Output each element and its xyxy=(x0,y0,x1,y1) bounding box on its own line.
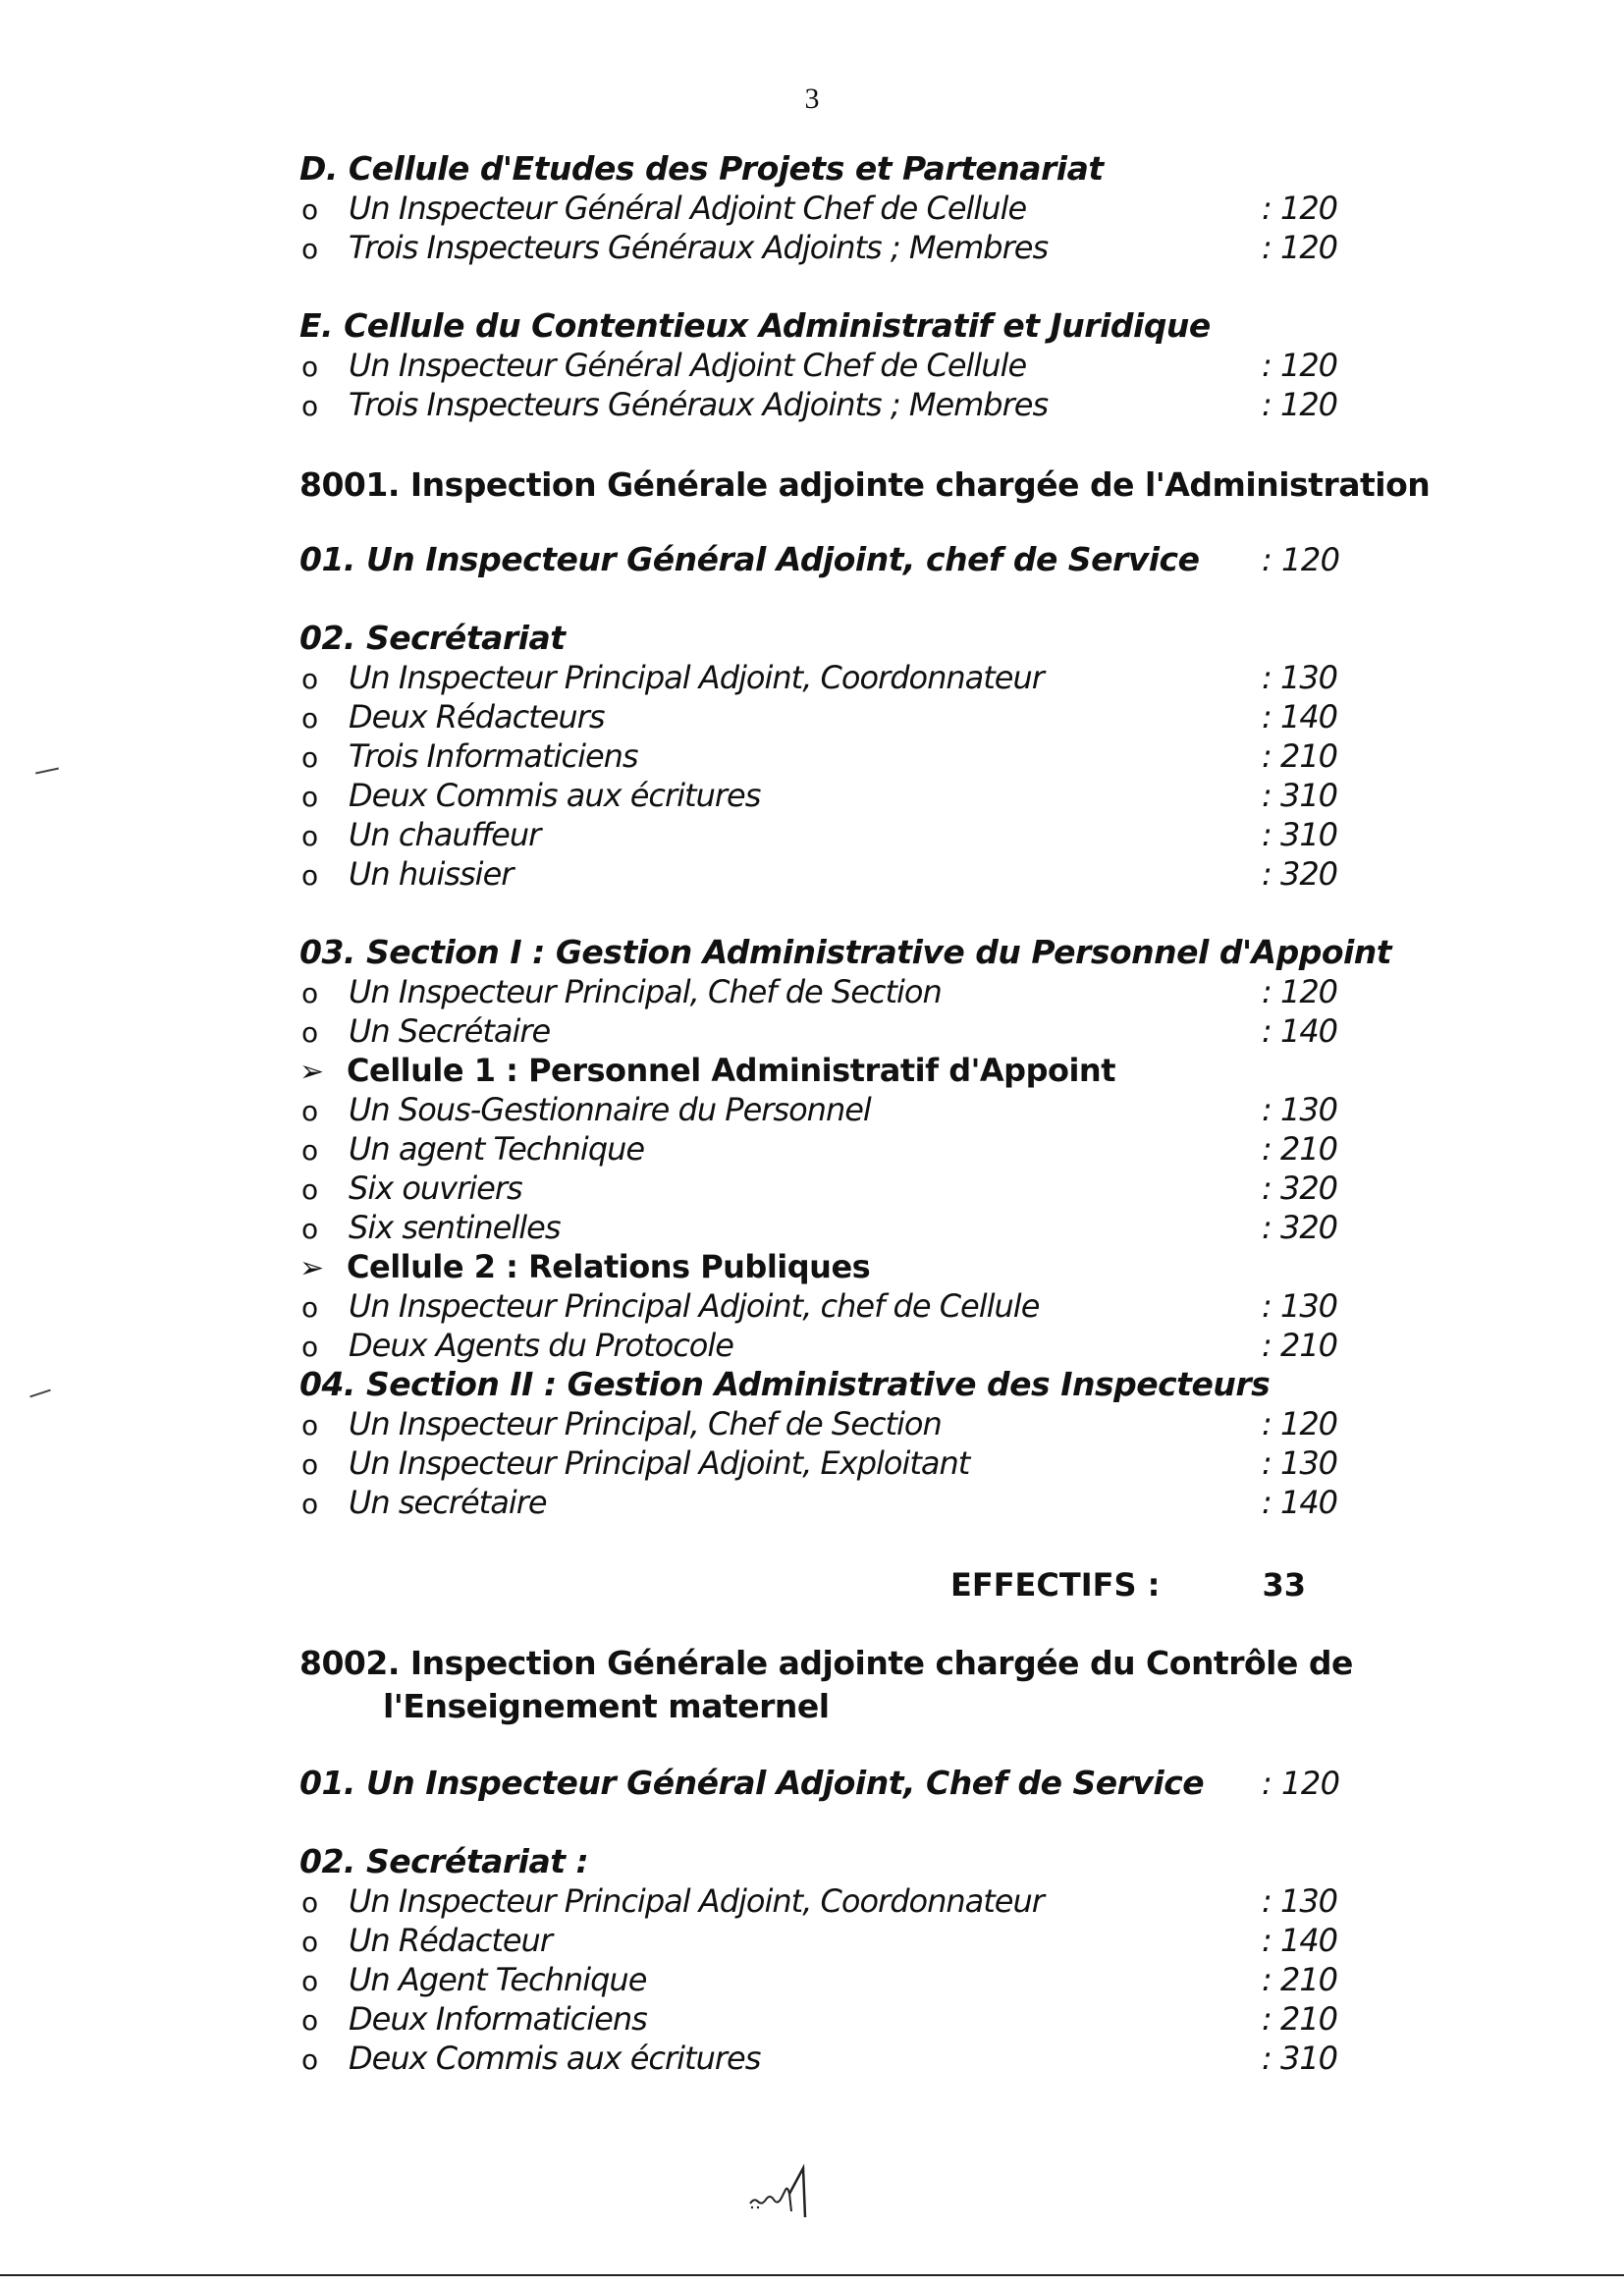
arrow-bullet-icon: ➢ xyxy=(299,1251,324,1285)
document-body xyxy=(299,149,1431,2078)
bullet-icon: o xyxy=(301,1331,318,1363)
cellule-2-heading: ➢ Cellule 2 : Relations Publiques xyxy=(299,1247,1370,1286)
list-item: o Un Agent Technique : 210 xyxy=(299,1960,1370,1999)
bullet-icon: o xyxy=(301,1886,318,1919)
bullet-icon: o xyxy=(301,1409,318,1442)
bullet-icon: o xyxy=(301,2043,318,2076)
section-8001-secretariat-heading: 02. Secrétariat xyxy=(299,619,566,657)
section-1-heading: 03. Section I : Gestion Administrative du Personnel d'Appoint xyxy=(299,933,1392,971)
bullet-icon: o xyxy=(301,1095,318,1127)
scan-mark xyxy=(35,768,59,775)
signature-initials-icon xyxy=(744,2160,823,2219)
cellule-e-heading: E. Cellule du Contentieux Administratif et Juridique xyxy=(299,306,1211,345)
list-item: o Deux Informaticiens : 210 xyxy=(299,1999,1370,2039)
list-item: o Un chauffeur : 310 xyxy=(299,815,1370,854)
cellule-d-block xyxy=(299,149,1370,267)
list-item: o Six sentinelles : 320 xyxy=(299,1208,1370,1247)
cellule-d-heading: D. Cellule d'Etudes des Projets et Partenariat xyxy=(299,149,1104,188)
list-item: o Un Sous-Gestionnaire du Personnel : 130 xyxy=(299,1090,1370,1129)
list-item: o Trois Informaticiens : 210 xyxy=(299,736,1370,776)
cellule-1-heading: ➢ Cellule 1 : Personnel Administratif d'Appoint xyxy=(299,1051,1370,1090)
bullet-icon: o xyxy=(301,1134,318,1167)
page-bottom-rule xyxy=(0,2274,1624,2276)
bullet-icon: o xyxy=(301,859,318,892)
list-item: o Un Inspecteur Général Adjoint Chef de Cellule : 120 xyxy=(299,189,1370,228)
bullet-icon: o xyxy=(301,1926,318,1958)
bullet-icon: o xyxy=(301,233,318,265)
bullet-icon: o xyxy=(301,1488,318,1520)
list-item: o Un Inspecteur Principal Adjoint, Coordonnateur : 130 xyxy=(299,1881,1370,1921)
list-item: o Deux Rédacteurs : 140 xyxy=(299,697,1370,736)
effectifs-label: EFFECTIFS : xyxy=(949,1566,1161,1604)
section-2-heading: 04. Section II : Gestion Administrative des Inspecteurs xyxy=(299,1365,1271,1403)
effectifs-total xyxy=(299,1563,1370,1606)
section-8002-secretariat-heading: 02. Secrétariat : xyxy=(299,1842,589,1880)
section-8002-chef: 01. Un Inspecteur Général Adjoint, Chef de Service : 120 xyxy=(299,1764,1340,1802)
bullet-icon: o xyxy=(301,390,318,422)
section-8001-chef: 01. Un Inspecteur Général Adjoint, chef de Service : 120 xyxy=(299,540,1340,578)
cellule-e-block xyxy=(299,306,1370,424)
bullet-icon: o xyxy=(301,702,318,735)
page-number: 3 xyxy=(804,82,820,115)
bullet-icon: o xyxy=(301,781,318,813)
list-item: o Un Inspecteur Général Adjoint Chef de Cellule : 120 xyxy=(299,346,1370,385)
list-item: o Un Inspecteur Principal Adjoint, chef de Cellule : 130 xyxy=(299,1286,1370,1326)
bullet-icon: o xyxy=(301,2004,318,2037)
bullet-icon: o xyxy=(301,977,318,1009)
list-item: o Trois Inspecteurs Généraux Adjoints ; Membres : 120 xyxy=(299,385,1370,424)
list-item: o Six ouvriers : 320 xyxy=(299,1169,1370,1208)
bullet-icon: o xyxy=(301,1213,318,1245)
list-item: o Trois Inspecteurs Généraux Adjoints ; Membres : 120 xyxy=(299,228,1370,267)
list-item: o Deux Commis aux écritures : 310 xyxy=(299,776,1370,815)
list-item: o Un Inspecteur Principal Adjoint, Exploitant : 130 xyxy=(299,1443,1370,1483)
list-item: o Un Inspecteur Principal, Chef de Section : 120 xyxy=(299,1404,1370,1443)
bullet-icon: o xyxy=(301,741,318,774)
bullet-icon: o xyxy=(301,193,318,226)
list-item: o Un Rédacteur : 140 xyxy=(299,1921,1370,1960)
bullet-icon: o xyxy=(301,663,318,695)
effectifs-value: 33 xyxy=(1262,1566,1306,1604)
section-8001-secretariat-list xyxy=(299,658,1370,894)
list-item: o Un Inspecteur Principal, Chef de Section : 120 xyxy=(299,972,1370,1011)
bullet-icon: o xyxy=(301,1965,318,1997)
section-8001-title: 8001. Inspection Générale adjointe chargée de l'Administration xyxy=(299,465,1431,504)
arrow-bullet-icon: ➢ xyxy=(299,1055,324,1089)
bullet-icon: o xyxy=(301,1291,318,1324)
scan-mark xyxy=(29,1389,51,1398)
list-item: o Un Secrétaire : 140 xyxy=(299,1011,1370,1051)
bullet-icon: o xyxy=(301,351,318,383)
list-item: o Deux Commis aux écritures : 310 xyxy=(299,2039,1370,2078)
list-item: o Un Inspecteur Principal Adjoint, Coordonnateur : 130 xyxy=(299,658,1370,697)
list-item: o Un huissier : 320 xyxy=(299,854,1370,894)
list-item: o Un agent Technique : 210 xyxy=(299,1129,1370,1169)
bullet-icon: o xyxy=(301,1448,318,1481)
list-item: o Deux Agents du Protocole : 210 xyxy=(299,1326,1370,1365)
bullet-icon: o xyxy=(301,1016,318,1049)
list-item: o Un secrétaire : 140 xyxy=(299,1483,1370,1522)
bullet-icon: o xyxy=(301,820,318,852)
section-8002-title: 8002. Inspection Générale adjointe chargée du Contrôle de l'Enseignement maternel xyxy=(299,1644,1353,1725)
bullet-icon: o xyxy=(301,1173,318,1206)
